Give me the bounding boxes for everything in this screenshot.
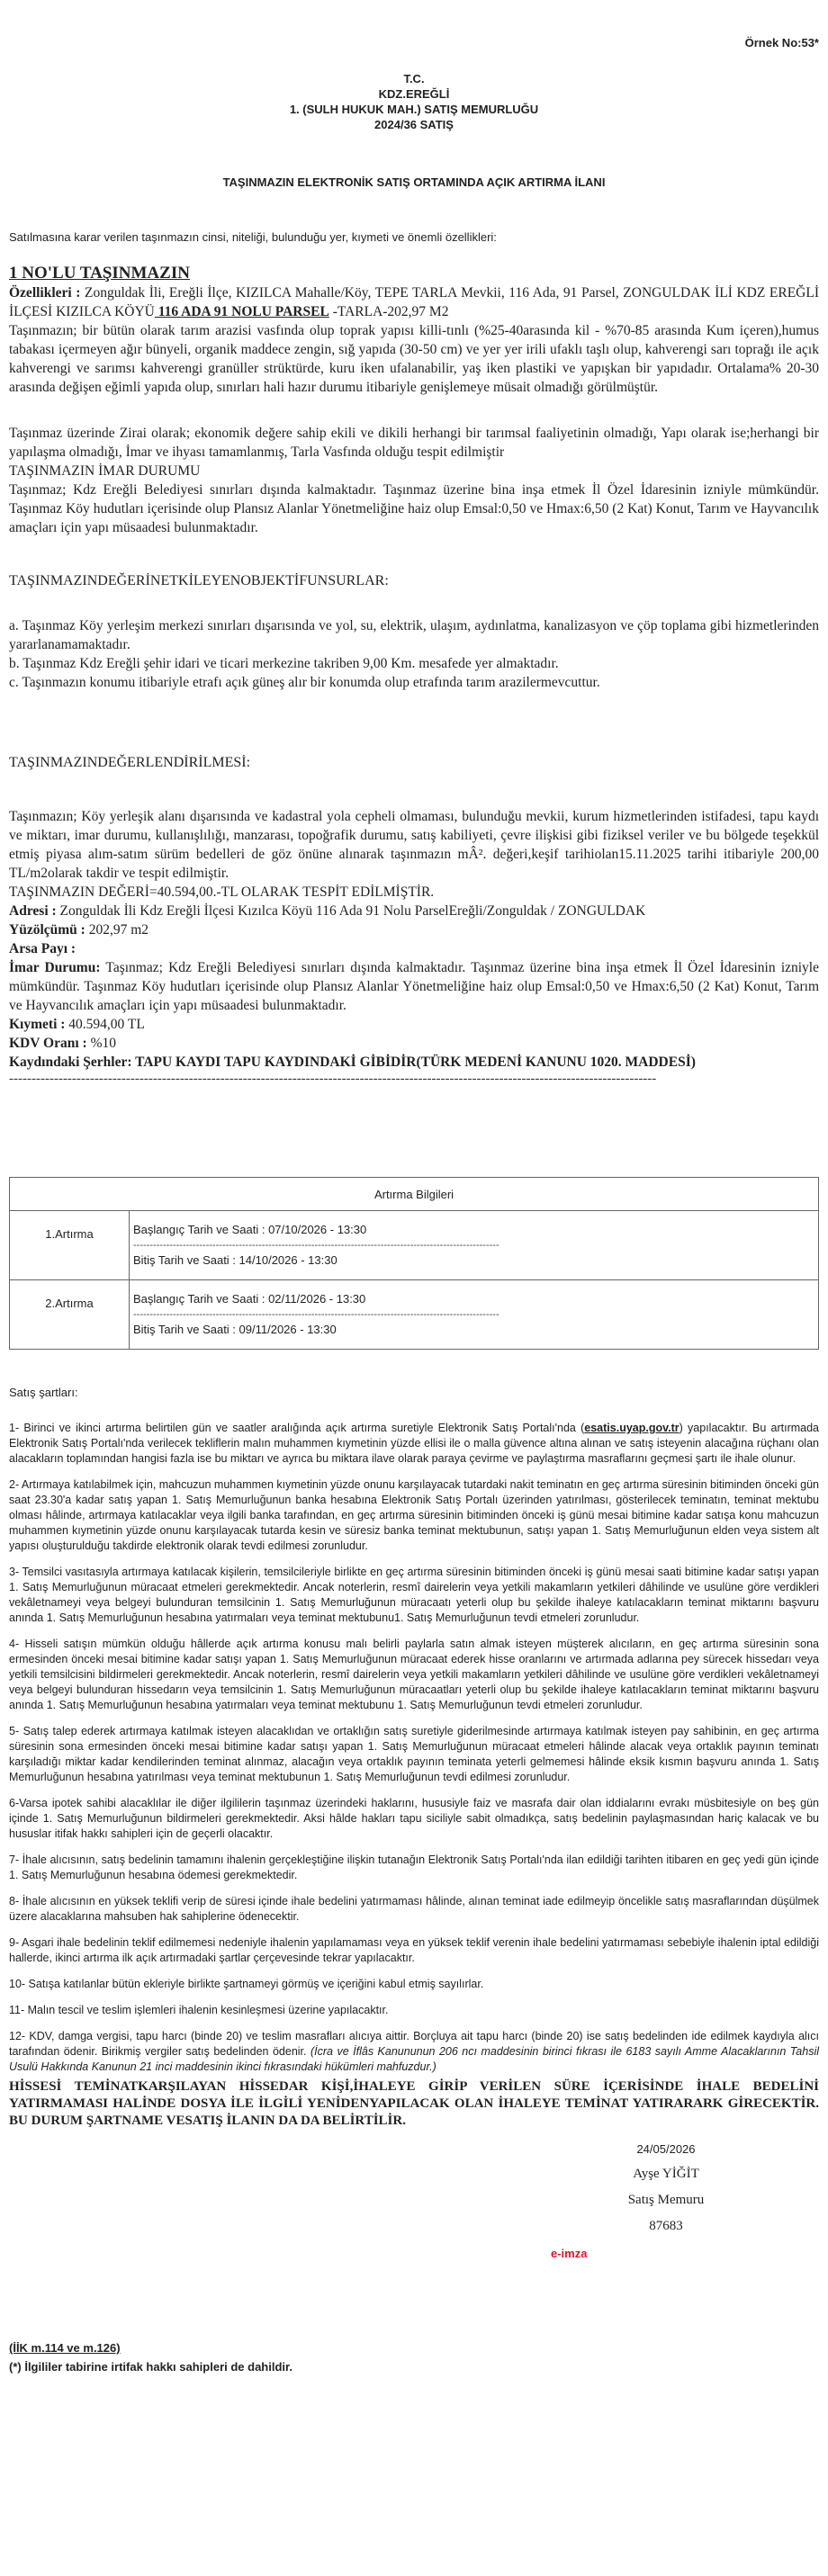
features-label: Özellikleri : <box>9 285 81 301</box>
signature-date: 24/05/2026 <box>636 2142 696 2156</box>
document-header <box>9 71 819 132</box>
auction-row-2 <box>10 1280 819 1350</box>
property-area <box>9 920 819 939</box>
auction-row-dates <box>130 1211 819 1280</box>
auction-start-value: 02/11/2026 - 13:30 <box>268 1292 366 1306</box>
zoning-value: Taşınmaz; Kdz Ereğli Belediyesi sınırları dışında kalmaktadır. Taşınmaz üzerine bina inşa etmek İl Özel İdaresinin izniyle mümkündür. Taşınmaz Köy hudutları içerisinde olup Plansız Alanlar Yönetmeliğine haiz olup Emsal:0,50 ve Hmax:6,50 (2 Kat) Konut, Tarım ve Hayvancılık amaçları için yapı müsaadesi bulunmaktadır. <box>9 960 819 1013</box>
features-text: Zonguldak İli, Ereğli İlçe, KIZILCA Mahalle/Köy, TEPE TARLA Mevkii, 116 Ada, 91 Parsel, ZONGULDAK İLİ KDZ EREĞLİ İLÇESİ KIZILCA KÖYÜ <box>9 285 820 319</box>
intro-text: Satılmasına karar verilen taşınmazın cinsi, niteliği, bulunduğu yer, kıymeti ve önemli özellikleri: <box>9 230 497 244</box>
auction-separator: --------------------------------------------------------------------------------------------------------------- <box>133 1240 500 1251</box>
zoning-heading: TAŞINMAZIN İMAR DURUMU <box>9 463 201 479</box>
auction-row-label: 2.Artırma <box>10 1280 130 1350</box>
address-label: Adresi : <box>9 903 57 919</box>
evaluation-heading: TAŞINMAZINDEĞERLENDİRİLMESİ: <box>9 755 251 770</box>
condition-9: 9- Asgari ihale bedelinin teklif edilmemesi nedeniyle ihalenin yapılamaması veya en yüksek teklif verenin ihale bedelini yatırmaması sebebiyle ihalenin iptal edildiği hallerde, ikinci artırma ilk açık artırmadaki şartlar çerçevesinde tekrar yapılacaktır. <box>9 1936 819 1964</box>
condition-8: 8- İhale alıcısının en yüksek teklifi verip de süresi içinde ihale bedelini yatırmaması hâlinde, alınan teminat iade edilmeyip öncelikle satış masraflarından düşülmek üzere alacaklarına mahsuben hak sahiplerine ödenecektir. <box>9 1895 819 1923</box>
factor-b: b. Taşınmaz Kdz Ereğli şehir idari ve ticari merkezine takriben 9,00 Km. mesafede yer almaktadır. <box>9 656 559 671</box>
footer-note: (*) İlgililer tabirine irtifak hakkı sahipleri de dahildir. <box>9 2360 292 2374</box>
auction-start: Başlangıç Tarih ve Saati : 02/11/2026 - 13:30 <box>133 1292 366 1306</box>
factor-a: a. Taşınmaz Köy yerleşim merkezi sınırları dışarısında ve yol, su, elektrik, ulaşım, aydınlatma, kanalizasyon ve çöp toplama gibi hizmetlerinden yararlanamamaktadır. <box>9 618 819 652</box>
property-vat <box>9 1034 819 1053</box>
divider-dashes: ------------------------------------------------------------------------------------------------------------------------------------------------ <box>9 1072 657 1086</box>
e-signature-label: e-imza <box>551 2247 588 2260</box>
features-tail: -TARLA-202,97 M2 <box>328 304 449 319</box>
address-value: Zonguldak İli Kdz Ereğli İlçesi Kızılca Köyü 116 Ada 91 Nolu ParselEreğli/Zonguldak / ZONGULDAK <box>56 903 646 919</box>
conditions-heading: Satış şartları: <box>9 1386 78 1399</box>
factor-c: c. Taşınmazın konumu itibariyle etrafı açık güneş alır bir konumda olup etrafında tarım arazilermevcuttur. <box>9 675 600 690</box>
property-usage: Taşınmaz üzerinde Zirai olarak; ekonomik değere sahip ekili ve dikili herhangi bir tarımsal faaliyetinin olmadığı, Yapı olarak ise;herhangi bir yapılaşma olmadığı, İmar ve ihyası tamamlanmış, Tarla Vasfında olduğu tespit edilmiştir <box>9 426 819 460</box>
condition-2: 2- Artırmaya katılabilmek için, mahcuzun muhammen kıymetinin yüzde onunu karşılayacak tutardaki nakit teminatın en geç artırma süresinin bitiminden önceki gün saat 23.30'a kadar satış yapan 1. Satış Memurluğunun banka hesabına Elektronik Satış Portalı üzerinden yatırılması, gösterilecek teminatın, teminat mektubu olması hâlinde, artırmaya katılacaklar veya ilgili banka tarafından, en geç artırma süresinin bitiminden önceki iş günü mesai bitimine kadar satışa konu mahcuzun muhammen kıymetinin yüzde onunu karşılayacak tutarda kesin ve süresiz banka teminat mektubunun, satışı yapan 1. Satış Memurluğunun elden veya sistem alt yapısı oluşturulduğu takdirde elektronik olarak tevdi edilmesi zorunludur. <box>9 1478 819 1552</box>
area-value: 202,97 m2 <box>85 922 149 938</box>
esatis-link[interactable]: esatis.uyap.gov.tr <box>584 1422 680 1434</box>
evaluation-text: Taşınmazın; Köy yerleşik alanı dışarısında ve kadastral yola cepheli olmaması, bulunduğu mevkii, kurum hizmetlerinden istifadesi, tapu kaydı ve miktarı, imar durumu, kullanışlılığı, manzarası, topoğrafik durumu, satış kabiliyeti, çevre ilişkisi gibi fiziksel veriler ve bu bölgede teşekkül etmiş piyasa alım-satım sürüm bedelleri de göz önüne alınarak taşınmazın mÂ². değeri,keşif tarihiolan15.11.2025 tarihi itibariyle 200,00 TL/m2olarak takdir ve tespit edilmiştir. <box>9 809 819 881</box>
final-note: HİSSESİ TEMİNATKARŞILAYAN HİSSEDAR KİŞİ,İHALEYE GİRİP VERİLEN SÜRE İÇERİSİNDE İHALE BEDELİNİ YATIRMAMASI HALİNDE DOSYA İLE İLGİLİ YENİDENYAPILACAK OLAN İHALEYE TEMİNAT YATIRARARK GİRECEKTİR. BU DURUM ŞARTNAME VESATIŞ İLANIN DA DA BELİRTİLİR. <box>9 2079 819 2128</box>
auction-end: Bitiş Tarih ve Saati : 14/10/2026 - 13:30 <box>133 1253 338 1267</box>
property-annotations <box>9 1053 819 1072</box>
property-share <box>9 939 819 958</box>
condition-12-note: (İcra ve İflâs Kanununun 206 ncı maddesinin birinci fıkrası ile 6183 sayılı Amme Alacaklarının Tahsil Usulü Hakkında Kanunun 21 inci maddesinin ikinci fıkrasındaki hükümleri mahfuzdur.) <box>9 2045 819 2073</box>
features-parcel: 116 ADA 91 NOLU PARSEL <box>154 304 329 319</box>
auction-start-value: 07/10/2026 - 13:30 <box>268 1223 367 1236</box>
annotations-value: TAPU KAYDI TAPU KAYDINDAKİ GİBİDİR(TÜRK MEDENİ KANUNU 1020. MADDESİ) <box>131 1055 696 1070</box>
condition-5: 5- Satış talep ederek artırmaya katılmak isteyen alacaklıdan ve ortaklığın satış suretiyle giderilmesinde artırmaya katılmak isteyen pay sahibinin, en geç artırma süresinin sona ermesinden önceki mesai bitimine kadar satışı yapan 1. Satış Memurluğunun müracaat etmeleri hâlinde alacak veya ortaklık payının teminatı karşıladığı miktar kadar kendilerinden teminat alınmaz, alacağın veya ortaklık payının teminata yeterli gelmemesi hâlinde eksik kısmın başvuru anında 1. Satış Memurluğunun hesabına yatırılması veya teminat mektubunun 1. Satış Memurluğunun tevdi edilmesi zorunludur. <box>9 1725 819 1783</box>
ornek-number: Örnek No:53* <box>744 36 819 49</box>
header-tc: T.C. <box>403 72 425 85</box>
auction-separator: --------------------------------------------------------------------------------------------------------------- <box>133 1309 500 1320</box>
condition-4: 4- Hisseli satışın mümkün olduğu hâllerde açık artırma konusu malı belirli paylarla satın almak isteyen müşterek alıcıların, en geç artırma süresinin sona ermesinden önceki mesai bitimine kadar satışı yapan 1. Satış Memurluğunun müracaat ederek hisse oranlarını ve artırmada adlarına pey sürecek hissedarı veya yetkili temsilcisini bildirmeleri gerekmektedir. Ancak noterlerin, resmî dairelerin veya yetkili makamların yetkileri dâhilinde ve usulüne göre verdikleri vekâletnameyi veya belgeyi bulunduran hissedarın veya temsilcinin 1. Satış Memurluğunun müracaatları yeterli olup bu şekilde ihaleye katılacakların teminat miktarını başvuru anında 1. Satış Memurluğunun hesabına yatırmaları veya teminat mektubunu 1. Satış Memurluğunun tevdi etmeleri zorunludur. <box>9 1638 819 1711</box>
signature-name: Ayşe YİĞİT <box>633 2167 699 2181</box>
factors-heading: TAŞINMAZINDEĞERİNETKİLEYENOBJEKTİFUNSURLAR: <box>9 573 389 588</box>
property-address <box>9 902 819 920</box>
price-value: 40.594,00 TL <box>65 1017 145 1032</box>
header-city: KDZ.EREĞLİ <box>378 87 450 101</box>
auction-end: Bitiş Tarih ve Saati : 09/11/2026 - 13:30 <box>133 1323 337 1336</box>
auction-table <box>9 1177 819 1350</box>
auction-row-1 <box>10 1211 819 1280</box>
auction-end-value: 14/10/2026 - 13:30 <box>238 1253 338 1267</box>
condition-1: 1- Birinci ve ikinci artırma belirtilen gün ve saatler aralığında açık artırma suretiyle Elektronik Satış Portalı'nda (esatis.uyap.gov.tr) yapılacaktır. Bu artırmada Elektronik Satış Portalı'nda verilecek tekliflerin malın muhammen kıymetinin yüzde ellisi ile o malla güvence altına alınan ve satış isteyenin alacağına rüçhanı olan alacakların toplamından hangisi fazla ise bu miktarı ve ayrıca bu miktara ilave olarak paraya çevirme ve paylaştırma masraflarını geçmesi şartı ile ihale olunur. <box>9 1422 820 1465</box>
condition-7: 7- İhale alıcısının, satış bedelinin tamamını ihalenin gerçekleştiğine ilişkin tutanağın Elektronik Satış Portalı'nda ilan edildiği tarihten itibaren en geç yedi gün içinde 1. Satış Memurluğunun hesabına ödemesi gerekmektedir. <box>9 1853 819 1881</box>
signature-number: 87683 <box>649 2219 683 2233</box>
zoning-label: İmar Durumu: <box>9 960 101 975</box>
annotations-label: Kaydındaki Şerhler: <box>9 1055 132 1070</box>
price-label: Kıymeti : <box>9 1017 66 1032</box>
auction-end-value: 09/11/2026 - 13:30 <box>238 1323 337 1336</box>
auction-start: Başlangıç Tarih ve Saati : 07/10/2026 - 13:30 <box>133 1223 367 1236</box>
page-title: TAŞINMAZIN ELEKTRONİK SATIŞ ORTAMINDA AÇIK ARTIRMA İLANI <box>222 175 606 189</box>
auction-row-label: 1.Artırma <box>10 1211 130 1280</box>
condition-3: 3- Temsilci vasıtasıyla artırmaya katılacak kişilerin, temsilcileriyle birlikte en geç artırma süresinin bitiminden önceki iş günü mesai saati bitimine kadar satışı yapan 1. Satış Memurluğunun müracaat etmeleri gerekmektedir. Ancak noterlerin, resmî dairelerin veya yetkili makamların yetkileri dâhilinde ve usulüne göre verdikleri vekâletnameyi veya belgeyi bulunduran temsilcinin 1. Satış Memurluğunun müracaatı yeterli olup bu şekilde ihaleye katılacakların teminat miktarını başvuru anında 1. Satış Memurluğunun hesabına yatırmaları veya teminat mektubunu1. Satış Memurluğunun tevdi etmeleri zorunludur. <box>9 1566 819 1624</box>
condition-6: 6-Varsa ipotek sahibi alacaklılar ile diğer ilgililerin taşınmaz üzerindeki haklarını, hususiyle faiz ve masrafa dair olan iddialarını evrakı müsbitesiyle on beş gün içinde 1. Satış Memurluğunun bildirmeleri gerekmektedir. Aksi hâlde hakları tapu siciliyle sabit olmadıkça, satış bedelinin paylaşmasından hariç kalacak ve bu hususlar itifak hakkı sahipleri için de geçerli olacaktır. <box>9 1797 819 1840</box>
property-price <box>9 1015 819 1034</box>
property-value: TAŞINMAZIN DEĞERİ=40.594,00.-TL OLARAK TESPİT EDİLMİŞTİR. <box>9 884 435 900</box>
property-features <box>9 283 819 321</box>
property-heading: 1 NO'LU TAŞINMAZIN <box>9 264 190 283</box>
zoning-text: Taşınmaz; Kdz Ereğli Belediyesi sınırları dışında kalmaktadır. Taşınmaz üzerine bina inşa etmek İl Özel İdaresinin izniyle mümkündür. Taşınmaz Köy hudutları içerisinde olup Plansız Alanlar Yönetmeliğine haiz olup Emsal:0,50 ve Hmax:6,50 (2 Kat) Konut, Tarım ve Hayvancılık amaçları için yapı müsaadesi bulunmaktadır. <box>9 482 819 535</box>
vat-value: %10 <box>86 1036 116 1051</box>
condition-11: 11- Malın tescil ve teslim işlemleri ihalenin kesinleşmesi üzerine yapılacaktır. <box>9 2004 389 2016</box>
auction-table-caption: Artırma Bilgileri <box>10 1178 819 1211</box>
header-office: 1. (SULH HUKUK MAH.) SATIŞ MEMURLUĞU <box>289 103 539 116</box>
header-file-no: 2024/36 SATIŞ <box>374 118 454 131</box>
condition-10: 10- Satışa katılanlar bütün ekleriyle birlikte şartnameyi görmüş ve içeriğini kabul etmiş sayılırlar. <box>9 1978 484 1990</box>
share-label: Arsa Payı : <box>9 941 76 956</box>
property-zoning <box>9 958 819 1015</box>
signature-block <box>585 2142 747 2234</box>
property-description: Taşınmazın; bir bütün olarak tarım arazisi vasfında olup toprak yapısı killi-tınlı (%25-40arasında kil - %70-85 arasında Kum içeren),humus tabakası içermeyen ağır bünyeli, organik maddece zengin, sığ yapıda (30-50 cm) ve yer yer irili ufaklı taşlı olup, kahverengi sarı toprağı ile açık kahverengi ve sarımsı kahverengi granüller strüktürde, kuru iken ufalanabilir, yaş iken plastiki ve yapışkan bir yapıdadır. Ortalama% 20-30 arasında değişen eğimli yapıda olup, sınırları hali hazır durumu itibariyle genişlemeye müsait olmadığı görülmüştür. <box>9 323 819 395</box>
signature-title: Satış Memuru <box>627 2193 705 2207</box>
vat-label: KDV Oranı : <box>9 1036 87 1051</box>
area-label: Yüzölçümü : <box>9 922 86 938</box>
auction-row-dates <box>130 1280 819 1350</box>
condition-12: 12- KDV, damga vergisi, tapu harcı (binde 20) ve teslim masrafları alıcıya aittir. Borçluya ait tapu harcı (binde 20) ise satış bedelinden ide edilmek kaydıyla alıcı tarafından ödenir. Birikmiş vergiler satış bedelinden ödenir. (İcra ve İflâs Kanununun 206 ncı maddesinin birinci fıkrası ile 6183 sayılı Amme Alacaklarının Tahsil Usulü Hakkında Kanunun 21 inci maddesinin ikinci fıkrasındaki hükümleri mahfuzdur.) <box>9 2030 819 2073</box>
footer-reference: (İİK m.114 ve m.126) <box>9 2341 121 2355</box>
